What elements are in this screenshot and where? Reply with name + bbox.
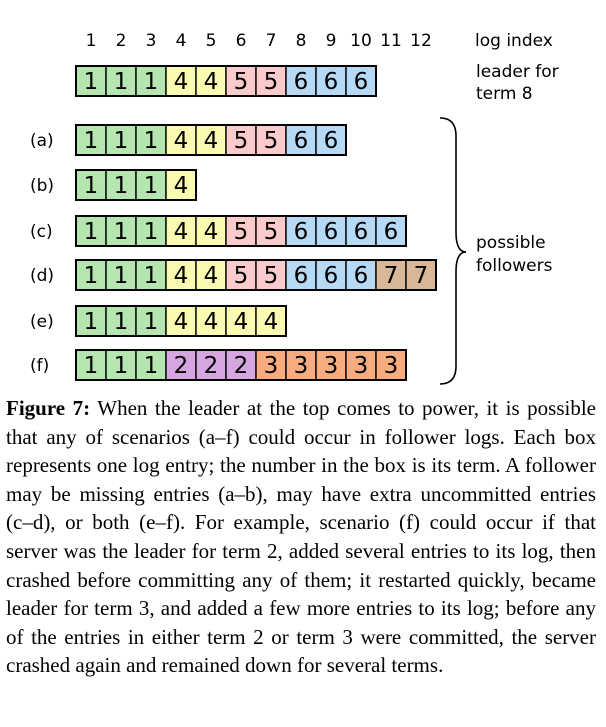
brace-label-line1: possible — [476, 233, 546, 253]
follower-label: (b) — [30, 176, 55, 196]
log-index-number: 3 — [145, 31, 157, 51]
follower-log-row — [30, 170, 196, 200]
log-entry-term: 2 — [233, 353, 249, 379]
log-entry-term: 3 — [353, 353, 369, 379]
log-entry-term: 5 — [233, 219, 249, 245]
leader-log — [76, 66, 376, 96]
follower-logs — [30, 125, 436, 380]
log-entry-term: 4 — [233, 309, 249, 335]
log-entry-term: 1 — [143, 263, 159, 289]
log-entry-term: 1 — [113, 128, 129, 154]
log-entry-term: 1 — [143, 309, 159, 335]
log-index-number: 7 — [265, 31, 277, 51]
log-entry-term: 4 — [203, 263, 219, 289]
log-index-number: 5 — [205, 31, 217, 51]
log-entry-term: 2 — [173, 353, 189, 379]
follower-log-row — [30, 306, 286, 336]
log-entry-term: 6 — [293, 219, 309, 245]
log-entry-term: 6 — [353, 263, 369, 289]
log-index-number: 6 — [235, 31, 247, 51]
log-entry-term: 6 — [293, 128, 309, 154]
log-entry-term: 1 — [113, 309, 129, 335]
log-entry-term: 4 — [173, 309, 189, 335]
log-entry-term: 3 — [293, 353, 309, 379]
follower-label: (f) — [30, 356, 50, 376]
log-entry-term: 4 — [173, 219, 189, 245]
log-entry-term: 5 — [233, 263, 249, 289]
log-entry-term: 1 — [113, 219, 129, 245]
log-entry-term: 3 — [323, 353, 339, 379]
log-entry-term: 4 — [263, 309, 279, 335]
log-entry-term: 5 — [233, 69, 249, 95]
log-entry-term: 6 — [383, 219, 399, 245]
log-entry-term: 6 — [293, 263, 309, 289]
follower-log-row — [30, 260, 436, 290]
log-entry-term: 2 — [203, 353, 219, 379]
log-entry-term: 6 — [353, 219, 369, 245]
log-entry-term: 1 — [143, 219, 159, 245]
log-entry-term: 6 — [323, 219, 339, 245]
follower-label: (e) — [30, 312, 54, 332]
figure-caption — [6, 394, 596, 680]
log-entry-term: 4 — [203, 128, 219, 154]
log-index-number: 4 — [175, 31, 187, 51]
follower-label: (a) — [30, 131, 54, 151]
log-index-number: 11 — [380, 31, 402, 51]
log-entry-term: 1 — [83, 173, 99, 199]
log-index-number: 12 — [410, 31, 432, 51]
follower-log-row — [30, 216, 406, 246]
log-entry-term: 6 — [323, 128, 339, 154]
log-entry-term: 5 — [263, 219, 279, 245]
log-index-number: 2 — [115, 31, 127, 51]
leader-label-line1: leader for — [476, 62, 559, 82]
log-entry-term: 1 — [83, 219, 99, 245]
log-entry-term: 7 — [413, 263, 429, 289]
log-entry-term: 5 — [263, 128, 279, 154]
log-index-header — [86, 31, 432, 51]
followers-brace — [440, 118, 466, 384]
caption-text: When the leader at the top comes to power, it is possible that any of scenarios (a–f) could occur in follower logs. Each box represents one log entry; the number in the box is its term. A follower may be missing entries (a–b), may have extra uncommitted entries (c–d), or both (e–f). For example, scenario (f) could occur if that server was the leader for term 2, added several entries to its log, then crashed before committing any of them; it restarted quickly, became leader for term 3, and added a few more entries to its log; before any of the entries in either term 2 or term 3 were committed, the server crashed again and remained down for several terms. — [6, 396, 596, 678]
log-entry-term: 4 — [173, 69, 189, 95]
follower-label: (c) — [30, 222, 53, 242]
log-entry-term: 6 — [323, 69, 339, 95]
log-index-number: 9 — [325, 31, 337, 51]
log-entry-term: 3 — [263, 353, 279, 379]
log-entry-term: 1 — [83, 263, 99, 289]
log-entry-term: 6 — [323, 263, 339, 289]
log-entry-term: 5 — [263, 263, 279, 289]
log-index-number: 8 — [295, 31, 307, 51]
log-index-number: 10 — [350, 31, 372, 51]
follower-log-row — [30, 350, 406, 380]
caption-label: Figure 7: — [6, 396, 91, 420]
log-entry-term: 4 — [173, 128, 189, 154]
log-entry-term: 4 — [203, 69, 219, 95]
log-entry-term: 6 — [353, 69, 369, 95]
follower-log-row — [30, 125, 346, 155]
log-entry-term: 1 — [143, 173, 159, 199]
log-entry-term: 3 — [383, 353, 399, 379]
log-entry-term: 1 — [113, 353, 129, 379]
follower-label: (d) — [30, 266, 55, 286]
log-entry-term: 1 — [143, 353, 159, 379]
log-entry-term: 4 — [203, 219, 219, 245]
log-entry-term: 1 — [113, 69, 129, 95]
log-entry-term: 1 — [143, 69, 159, 95]
log-entry-term: 1 — [83, 353, 99, 379]
log-entry-term: 4 — [173, 263, 189, 289]
log-index-label: log index — [475, 31, 553, 51]
log-entry-term: 7 — [383, 263, 399, 289]
log-entry-term: 1 — [113, 173, 129, 199]
log-entry-term: 1 — [83, 309, 99, 335]
log-entry-term: 1 — [83, 69, 99, 95]
log-entry-term: 6 — [293, 69, 309, 95]
log-entry-term: 4 — [203, 309, 219, 335]
leader-label-line2: term 8 — [476, 84, 533, 104]
log-entry-term: 4 — [173, 173, 189, 199]
log-entry-term: 5 — [263, 69, 279, 95]
log-index-number: 1 — [85, 31, 97, 51]
log-entry-term: 1 — [113, 263, 129, 289]
log-entry-term: 5 — [233, 128, 249, 154]
brace-label-line2: followers — [476, 256, 553, 276]
log-entry-term: 1 — [143, 128, 159, 154]
log-entry-term: 1 — [83, 128, 99, 154]
